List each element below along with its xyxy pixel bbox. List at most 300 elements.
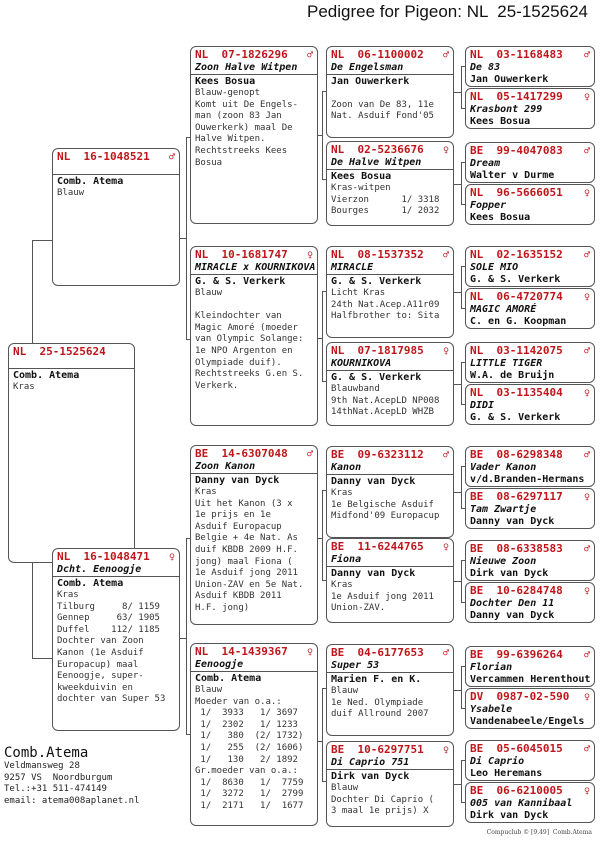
connector-line [322, 580, 326, 581]
detail-line [191, 300, 317, 312]
detail-line: Verkerk. [195, 380, 239, 391]
female-icon: ♀ [442, 542, 449, 553]
ring-number: BE 05-6045015 [470, 742, 563, 755]
detail-line: 1e NPO Argenton en [195, 345, 293, 356]
connector-line [454, 492, 461, 493]
owner-name: Danny van Dyck [331, 476, 416, 487]
pigeon-name: Zoon Kanon [195, 461, 256, 472]
owner-name: G. & S. Verkerk [331, 276, 422, 287]
female-icon: ♀ [306, 250, 313, 261]
pigeon-name: LITTLE TIGER [470, 358, 543, 369]
breeder-line: email: atema008aplanet.nl [4, 795, 140, 806]
detail-line: Kanon (1e Asduif [57, 647, 144, 658]
card-header [191, 446, 317, 461]
pigeon-card[interactable] [465, 246, 595, 287]
connector-line [186, 339, 190, 340]
detail-line: Blauw [57, 188, 85, 198]
detail-line: Gennep 63/ 1905 [57, 613, 160, 624]
pigeon-card[interactable] [465, 582, 595, 623]
owner-name: Dirk van Dyck [331, 771, 410, 782]
detail-line: Bosua [195, 157, 223, 168]
female-icon: ♀ [306, 647, 313, 658]
detail-line: Uit het Kanon (3 x [195, 498, 293, 509]
detail-line: Blauw [195, 288, 223, 298]
card-header [327, 447, 453, 462]
ring-number: NL 07-1826296 [195, 48, 288, 61]
card-header [466, 447, 594, 462]
detail-line: Halve Witpen. [195, 134, 266, 145]
female-icon: ♀ [442, 745, 449, 756]
ring-number: BE 99-6396264 [470, 648, 563, 661]
pigeon-card[interactable] [465, 740, 595, 781]
pigeon-card[interactable] [326, 246, 454, 338]
detail-line: Zoon van De 83, 11e [331, 99, 434, 110]
owner-name: Dirk van Dyck [470, 810, 549, 821]
card-header [466, 689, 594, 704]
breeder-line: Tel.:+31 511-474149 [4, 784, 107, 795]
card-header [466, 185, 594, 200]
pigeon-name: Super 53 [331, 660, 380, 671]
connector-line [461, 466, 462, 508]
male-icon: ♂ [168, 152, 175, 163]
connector-line [454, 184, 461, 185]
connector-line [32, 562, 33, 658]
owner-name: Kees Bosua [470, 212, 531, 223]
card-header [327, 645, 453, 660]
breeder-name: Comb.Atema [4, 745, 89, 761]
pigeon-card[interactable] [465, 646, 595, 687]
detail-line: 24th Nat.Acep.A11r09 [331, 299, 440, 310]
detail-line: Asduif KBDB 2011 [195, 591, 282, 602]
detail-line: Kras [331, 488, 353, 498]
detail-line: 1e Asduif jong 2011 [331, 591, 434, 602]
card-header [466, 741, 594, 756]
software-footer: Compuclub © [9.49] Comb.Atema [486, 829, 592, 836]
detail-line: Kras-witpen [331, 183, 391, 193]
connector-line [454, 384, 461, 385]
connector-line [32, 658, 52, 659]
connector-line [454, 581, 461, 582]
ring-number: NL 03-1168483 [470, 48, 563, 61]
ring-number: DV 0987-02-590 [470, 690, 570, 703]
detail-line: Dochter Di Caprio ( [331, 794, 434, 805]
pigeon-name: Zoon Halve Witpen [195, 62, 298, 73]
detail-line: Olympiade duif). [195, 357, 282, 368]
male-icon: ♂ [583, 346, 590, 357]
male-icon: ♂ [442, 450, 449, 461]
detail-line: Gr.moeder van o.a.: [195, 766, 298, 777]
detail-line: 1/ 8630 1/ 7759 [195, 777, 304, 788]
detail-line: 14thNat.AcepLD WHZB [331, 407, 434, 418]
pigeon-card[interactable] [465, 342, 595, 383]
card-header [466, 647, 594, 662]
connector-line [322, 490, 326, 491]
pigeon-card[interactable] [190, 46, 318, 224]
connector-line [186, 137, 190, 138]
ring-number: BE 11-6244765 [331, 540, 424, 553]
card-header [327, 539, 453, 554]
owner-name: Dirk van Dyck [470, 568, 549, 579]
male-icon: ♂ [442, 50, 449, 61]
pigeon-name: MIRACLE [331, 262, 374, 273]
connector-line [461, 666, 465, 667]
connector-line [461, 204, 465, 205]
card-header [466, 247, 594, 262]
ring-number: BE 08-6297117 [470, 490, 563, 503]
detail-line: 1e Belgische Asduif [331, 499, 434, 510]
ring-number: NL 06-4720774 [470, 290, 563, 303]
female-icon: ♀ [583, 786, 590, 797]
detail-line: Asduif Europacup [195, 521, 282, 532]
detail-line: 1/ 380 (2/ 1732) [195, 731, 304, 742]
connector-line [461, 508, 465, 509]
connector-line [32, 240, 33, 344]
connector-line [186, 538, 190, 539]
ring-number: NL 96-5666051 [470, 186, 563, 199]
ring-number: NL 08-1537352 [331, 248, 424, 261]
pigeon-name: Di Caprio 751 [331, 757, 410, 768]
male-icon: ♂ [442, 250, 449, 261]
detail-line: Blauwband [331, 384, 380, 394]
ring-number: NL 02-5236676 [331, 143, 424, 156]
card-header [327, 742, 453, 757]
female-icon: ♀ [168, 552, 175, 563]
pigeon-name: MAGIC AMORÉ [470, 304, 537, 315]
ring-number: NL 06-1100002 [331, 48, 424, 61]
pigeon-card[interactable] [326, 741, 454, 827]
detail-line: 3 maal 1e prijs) X [331, 806, 429, 817]
detail-line [327, 88, 453, 100]
pigeon-card[interactable] [326, 141, 454, 226]
ring-number: BE 14-6307048 [195, 447, 288, 460]
card-header [327, 142, 453, 157]
pigeon-card[interactable] [52, 548, 180, 731]
owner-name: Jan Ouwerkerk [331, 76, 410, 87]
ring-number: NL 07-1817985 [331, 344, 424, 357]
ring-number: NL 05-1417299 [470, 90, 563, 103]
ring-number: NL 16-1048471 [57, 550, 150, 563]
detail-line: Vierzon 1/ 3318 [331, 194, 440, 205]
connector-line [461, 362, 465, 363]
detail-line: Union-ZAV en 5e Nat. [195, 579, 304, 590]
connector-line [461, 802, 465, 803]
page-title: Pedigree for Pigeon: NL 25-1525624 [306, 2, 588, 21]
detail-line: Europacup) maal [57, 659, 139, 670]
connector-line [461, 108, 465, 109]
owner-name: Danny van Dyck [195, 475, 280, 486]
connector-line [454, 784, 461, 785]
detail-line: 1e Asduif jong 2011 [195, 568, 298, 579]
detail-line: 1/ 3933 1/ 3697 [195, 708, 298, 719]
connector-line [461, 760, 465, 761]
spacer [53, 164, 179, 174]
detail-line: Bourges 1/ 2032 [331, 206, 440, 217]
ring-number: NL 25-1525624 [13, 345, 106, 358]
male-icon: ♂ [583, 50, 590, 61]
connector-line [461, 362, 462, 404]
pigeon-card[interactable] [326, 644, 454, 736]
card-header [327, 343, 453, 358]
female-icon: ♀ [583, 388, 590, 399]
female-icon: ♀ [583, 92, 590, 103]
owner-name: Vandenabeele/Engels [470, 716, 585, 727]
female-icon: ♀ [583, 586, 590, 597]
connector-line [461, 602, 465, 603]
pigeon-card[interactable] [326, 538, 454, 623]
detail-line: Komt uit De Engels- [195, 99, 298, 110]
owner-name: G. & S. Verkerk [195, 276, 286, 287]
connector-line [322, 781, 326, 782]
connector-line [461, 162, 465, 163]
card-header [466, 583, 594, 598]
owner-name: G. & S. Verkerk [470, 274, 561, 285]
detail-line: Eenoogje, super- [57, 671, 144, 682]
detail-line: man (zoon 83 Jan [195, 111, 282, 122]
pigeon-name: Vader Kanon [470, 462, 537, 473]
owner-name: W.A. de Bruijn [470, 370, 555, 381]
detail-line: kweekduivin en [57, 682, 133, 693]
detail-line: Ouwerkerk) maal De [195, 122, 293, 133]
male-icon: ♂ [583, 744, 590, 755]
pigeon-card[interactable] [465, 288, 595, 329]
detail-line: dochter van Super 53 [57, 694, 166, 705]
owner-name: Kees Bosua [195, 76, 256, 87]
pigeon-name: Ysabele [470, 704, 513, 715]
connector-line [461, 560, 462, 602]
detail-line: Rechtstreeks Kees [195, 145, 288, 156]
detail-line: Halfbrother to: Sita [331, 311, 440, 322]
card-header [466, 541, 594, 556]
pigeon-name: De Halve Witpen [331, 157, 422, 168]
connector-line [461, 308, 465, 309]
connector-line [461, 266, 462, 308]
pigeon-card[interactable] [465, 142, 595, 183]
detail-line: 1/ 3272 1/ 2799 [195, 789, 304, 800]
ring-number: BE 10-6297751 [331, 743, 424, 756]
detail-line: Moeder van o.a.: [195, 696, 282, 707]
detail-line: Rechtstreeks G.en S. [195, 369, 304, 380]
detail-line: Belgie + 4e Nat. As [195, 533, 298, 544]
connector-line [461, 666, 462, 708]
connector-line [32, 240, 52, 241]
pigeon-name: Eenoogje [195, 659, 244, 670]
detail-line: Union-ZAV. [331, 603, 386, 614]
detail-line: Kleindochter van [195, 311, 282, 322]
card-header [191, 247, 317, 262]
breeder-line: 9257 VS Noordburgum [4, 772, 113, 783]
male-icon: ♂ [583, 450, 590, 461]
detail-line: Nat. Asduif Fond'05 [331, 111, 434, 122]
card-header [191, 47, 317, 62]
male-icon: ♂ [583, 250, 590, 261]
detail-line: Dochter van Zoon [57, 636, 144, 647]
detail-line: Midfond'09 Europacup [331, 511, 440, 522]
connector-line [454, 92, 461, 93]
pigeon-name: KOURNIKOVA [331, 358, 392, 369]
pigeon-card[interactable] [465, 540, 595, 581]
detail-line: Kras [13, 382, 35, 392]
connector-line [461, 66, 465, 67]
connector-line [322, 688, 326, 689]
connector-line [461, 266, 465, 267]
detail-line: Licht Kras [331, 288, 386, 298]
connector-line [322, 688, 323, 781]
pigeon-name: De 83 [470, 62, 501, 73]
detail-line: H.F. jong) [195, 602, 250, 613]
breeder-address [4, 745, 139, 807]
connector-line [322, 490, 323, 580]
pigeon-card[interactable] [465, 184, 595, 225]
connector-line [322, 91, 326, 92]
pigeon-name: Tam Zwartje [470, 504, 537, 515]
owner-name: Comb. Atema [195, 673, 262, 684]
ring-number: BE 99-4047083 [470, 144, 563, 157]
pigeon-card[interactable] [190, 445, 318, 625]
owner-name: Comb. Atema [13, 370, 80, 381]
detail-line: Blauw [331, 686, 359, 696]
pigeon-name: Dream [470, 158, 501, 169]
owner-name: Kees Bosua [470, 116, 531, 127]
card-header [466, 343, 594, 358]
detail-line: Kras [195, 487, 217, 497]
owner-name: Walter v Durme [470, 170, 555, 181]
male-icon: ♂ [306, 449, 313, 460]
female-icon: ♀ [583, 188, 590, 199]
pigeon-name: De Engelsman [331, 62, 404, 73]
owner-name: Comb. Atema [57, 578, 124, 589]
connector-line [454, 292, 461, 293]
detail-line: Blauw-genopt [195, 88, 261, 98]
detail-line: 9th Nat.AcepLD NP008 [331, 395, 440, 406]
ring-number: NL 14-1439367 [195, 645, 288, 658]
male-icon: ♂ [583, 650, 590, 661]
pigeon-card[interactable] [326, 342, 454, 426]
owner-name: Vercammen Herenthout [470, 674, 591, 685]
card-header [53, 149, 179, 164]
owner-name: G. & S. Verkerk [331, 372, 422, 383]
pigeon-card[interactable] [326, 446, 454, 538]
connector-line [454, 690, 461, 691]
detail-line: Blauw [195, 685, 223, 695]
detail-line: 1/ 2171 1/ 1677 [195, 800, 304, 811]
ring-number: NL 10-1681747 [195, 248, 288, 261]
connector-line [461, 162, 462, 204]
connector-line [322, 91, 323, 179]
ring-number: NL 16-1048521 [57, 150, 150, 163]
pigeon-card[interactable] [8, 343, 135, 563]
detail-line: jong) maal Fiona ( [195, 556, 293, 567]
spacer [9, 358, 134, 368]
card-header [466, 289, 594, 304]
pigeon-card[interactable] [465, 384, 595, 425]
detail-line: 1e prijs en 1e [195, 510, 271, 521]
owner-name: Marien F. en K. [331, 674, 422, 685]
pigeon-card[interactable] [190, 246, 318, 426]
ring-number: BE 08-6338583 [470, 542, 563, 555]
pigeon-name: 005 van Kannibaal [470, 798, 573, 809]
owner-name: Jan Ouwerkerk [470, 74, 549, 85]
detail-line: 1e Ned. Olympiade [331, 697, 424, 708]
connector-line [322, 291, 326, 292]
card-header [466, 47, 594, 62]
card-header [191, 644, 317, 659]
male-icon: ♂ [306, 50, 313, 61]
detail-line: 1/ 255 (2/ 1606) [195, 742, 304, 753]
card-header [466, 89, 594, 104]
pigeon-card[interactable] [465, 782, 595, 823]
ring-number: BE 08-6298348 [470, 448, 563, 461]
owner-name: Leo Heremans [470, 768, 543, 779]
pigeon-card[interactable] [52, 148, 180, 286]
owner-name: Danny van Dyck [470, 610, 555, 621]
pigeon-name: Di Caprio [470, 756, 525, 767]
pigeon-name: MIRACLE x KOURNIKOVA [195, 262, 316, 273]
owner-name: Comb. Atema [57, 176, 124, 187]
ring-number: NL 03-1142075 [470, 344, 563, 357]
ring-number: BE 04-6177653 [331, 646, 424, 659]
card-header [466, 489, 594, 504]
pigeon-card[interactable] [465, 688, 595, 729]
connector-line [322, 291, 323, 381]
detail-line: Blauw [331, 783, 359, 793]
pigeon-card[interactable] [465, 488, 595, 529]
pigeon-name: SOLE MIO [470, 262, 519, 273]
detail-line: van Olympic Solange: [195, 334, 304, 345]
pigeon-name: DIDI [470, 400, 495, 411]
ring-number: BE 09-6323112 [331, 448, 424, 461]
pigeon-card[interactable] [190, 643, 318, 826]
owner-name: Kees Bosua [331, 171, 392, 182]
pigeon-name: Dochter Den 11 [470, 598, 555, 609]
pigeon-card[interactable] [465, 88, 595, 129]
pigeon-card[interactable] [465, 446, 595, 487]
pigeon-name: Dcht. Eenoogje [57, 564, 142, 575]
pigeon-name: Nieuwe Zoon [470, 556, 537, 567]
male-icon: ♂ [583, 544, 590, 555]
detail-line: duif KBDB 2009 H.F. [195, 544, 298, 555]
pigeon-card[interactable] [326, 46, 454, 138]
breeder-line: Veldmansweg 28 [4, 761, 80, 771]
pigeon-name: Fiona [331, 554, 362, 565]
ring-number: NL 03-1135404 [470, 386, 563, 399]
detail-line: Kras [331, 580, 353, 590]
owner-name: v/d.Branden-Hermans [470, 474, 585, 485]
pigeon-name: Florian [470, 662, 513, 673]
card-header [53, 549, 179, 564]
owner-name: Danny van Dyck [331, 568, 416, 579]
connector-line [461, 66, 462, 108]
connector-line [186, 137, 187, 340]
connector-line [186, 734, 190, 735]
owner-name: G. & S. Verkerk [470, 412, 561, 423]
owner-name: C. en G. Koopman [470, 316, 567, 327]
connector-line [186, 538, 187, 734]
female-icon: ♀ [442, 145, 449, 156]
detail-line: Kras [57, 590, 79, 600]
detail-line: duif Allround 2007 [331, 709, 429, 720]
female-icon: ♀ [583, 292, 590, 303]
detail-line: 1/ 2302 1/ 1233 [195, 719, 298, 730]
pigeon-card[interactable] [465, 46, 595, 87]
female-icon: ♀ [583, 492, 590, 503]
connector-line [322, 179, 326, 180]
card-header [9, 344, 134, 358]
female-icon: ♀ [442, 346, 449, 357]
connector-line [322, 381, 326, 382]
detail-line: 1/ 130 2/ 1892 [195, 754, 298, 765]
ring-number: NL 02-1635152 [470, 248, 563, 261]
card-header [466, 385, 594, 400]
